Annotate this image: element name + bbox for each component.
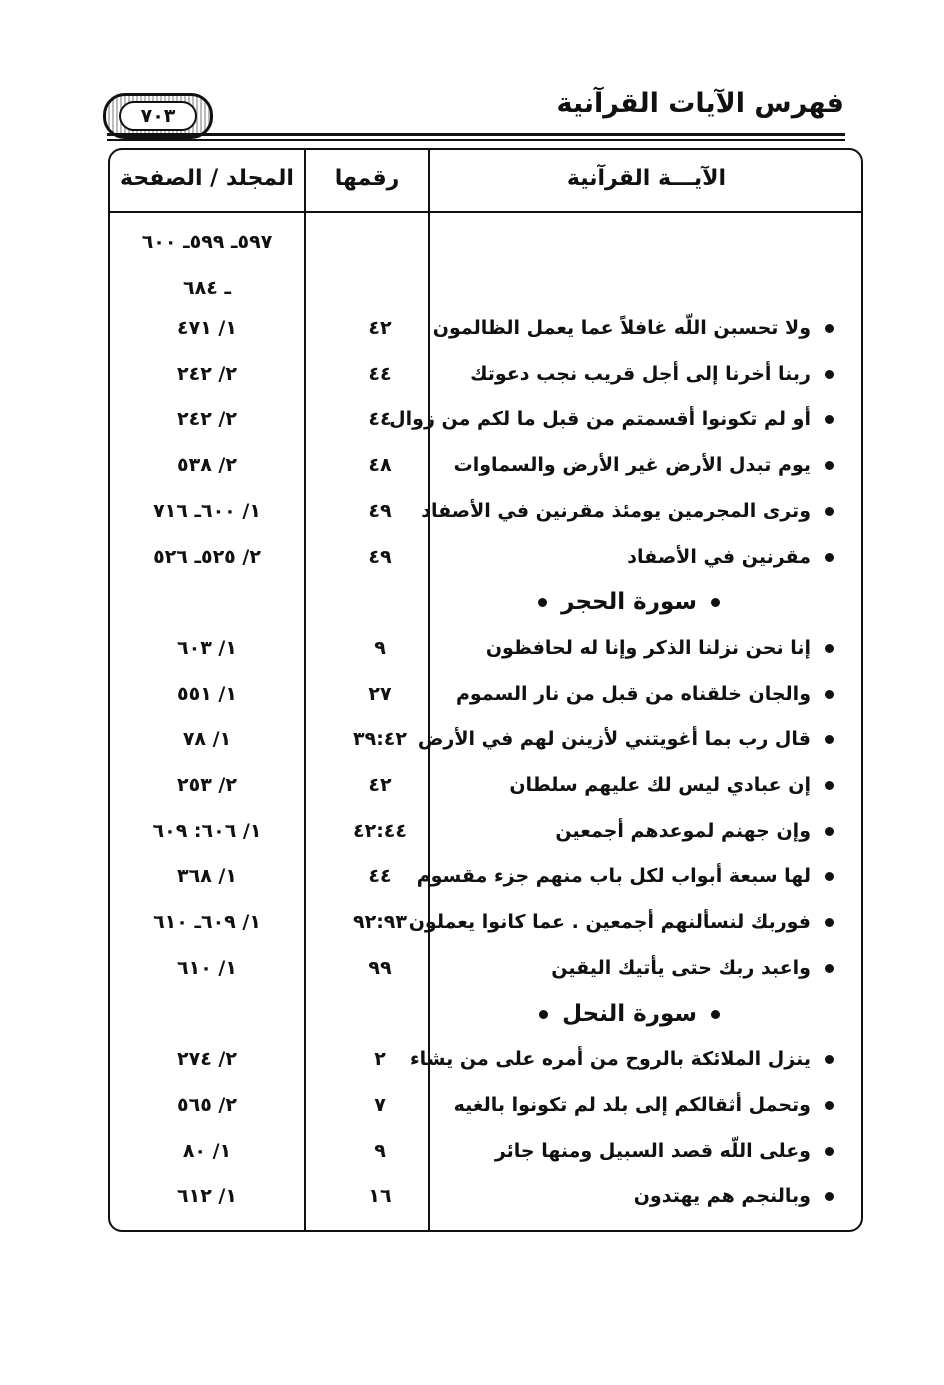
table-row xyxy=(0,1039,944,1079)
volume-page-ref: ١/ ٧٨ xyxy=(182,728,232,750)
verse-cell xyxy=(509,765,834,805)
table-row xyxy=(0,354,944,394)
verse-number: ٢ xyxy=(374,1048,386,1070)
verse-number: ٤٩ xyxy=(368,500,392,522)
volume-page-ref: ١/ ٦٠٦: ٦٠٩ xyxy=(152,820,262,842)
verse-cell xyxy=(627,537,834,577)
verse-text: فوربك لنسألنهم أجمعين . عما كانوا يعملون xyxy=(408,911,811,933)
verse-number: ٧ xyxy=(374,1094,386,1116)
table-row xyxy=(0,491,944,531)
bullet-icon xyxy=(825,553,834,562)
bullet-icon xyxy=(825,1192,834,1201)
column-header-verse: الآيـــة القرآنية xyxy=(566,166,727,191)
verse-number: ٤٢ xyxy=(368,317,392,339)
table-row xyxy=(0,902,944,942)
verse-text: وترى المجرمين يومئذ مقرنين في الأصفاد xyxy=(421,500,811,522)
bullet-icon xyxy=(825,781,834,790)
verse-text: إن عبادي ليس لك عليهم سلطان xyxy=(509,774,811,796)
surah-heading xyxy=(525,994,734,1034)
volume-page-ref: ١/ ٦٠٣ xyxy=(177,637,237,659)
surah-heading xyxy=(524,582,734,622)
table-row xyxy=(0,1131,944,1171)
table-row xyxy=(0,537,944,577)
verse-number: ٩ xyxy=(374,1140,386,1162)
volume-page-ref: ١/ ٥٥١ xyxy=(177,683,237,705)
verse-number: ٤٢ xyxy=(368,774,392,796)
volume-page-ref: ٢/ ٢٥٣ xyxy=(177,774,237,796)
volume-page-ref: ١/ ٤٧١ xyxy=(177,317,237,339)
table-row xyxy=(0,856,944,896)
verse-number: ١٦ xyxy=(368,1185,392,1207)
verse-text: والجان خلقناه من قبل من نار السموم xyxy=(455,683,811,705)
verse-number: ٤٤ xyxy=(368,363,392,385)
table-row xyxy=(0,308,944,348)
volume-page-ref: ١/ ٦١٢ xyxy=(177,1185,237,1207)
bullet-icon xyxy=(538,598,547,607)
verse-text: قال رب بما أغويتني لأزينن لهم في الأرض xyxy=(417,728,811,750)
column-header-volume-page: المجلد / الصفحة xyxy=(120,166,294,191)
verse-cell xyxy=(470,354,834,394)
verse-text: مقرنين في الأصفاد xyxy=(627,546,811,568)
verse-text: ربنا أخرنا إلى أجل قريب نجب دعوتك xyxy=(470,363,811,385)
verse-text: إنا نحن نزلنا الذكر وإنا له لحافظون xyxy=(485,637,811,659)
volume-page-ref: ٢/ ٥٢٥ـ ٥٢٦ xyxy=(153,546,261,568)
bullet-icon xyxy=(825,370,834,379)
bullet-icon xyxy=(825,415,834,424)
continuation-ref: ٥٩٧ـ ٥٩٩ـ ٦٠٠ xyxy=(141,231,273,253)
bullet-icon xyxy=(825,918,834,927)
table-row xyxy=(0,811,944,851)
table-row xyxy=(0,1176,944,1216)
bullet-icon xyxy=(825,461,834,470)
surah-title: سورة النحل xyxy=(562,1001,697,1027)
surah-heading-row xyxy=(0,994,944,1034)
verse-cell xyxy=(417,856,834,896)
verse-cell xyxy=(433,308,834,348)
verse-text: ينزل الملائكة بالروح من أمره على من يشاء xyxy=(409,1048,811,1070)
verse-number: ٩٩ xyxy=(368,957,392,979)
verse-text: يوم تبدل الأرض غير الأرض والسماوات xyxy=(453,454,811,476)
verse-text: وعلى اللّه قصد السبيل ومنها جائر xyxy=(494,1140,811,1162)
verse-number: ٣٩:٤٢ xyxy=(353,728,407,750)
volume-page-ref: ١/ ٦١٠ xyxy=(177,957,237,979)
bullet-icon xyxy=(825,1055,834,1064)
volume-page-ref: ٢/ ٢٤٢ xyxy=(177,363,237,385)
column-header-number: رقمها xyxy=(334,166,400,191)
volume-page-ref: ٢/ ٢٧٤ xyxy=(177,1048,237,1070)
verse-number: ٤٩ xyxy=(368,546,392,568)
bullet-icon xyxy=(825,324,834,333)
verse-text: وتحمل أثقالكم إلى بلد لم تكونوا بالغيه xyxy=(453,1094,811,1116)
bullet-icon xyxy=(539,1010,548,1019)
table-row xyxy=(0,765,944,805)
verse-number: ٩ xyxy=(374,637,386,659)
verse-cell xyxy=(555,811,834,851)
verse-number: ٤٨ xyxy=(368,454,392,476)
table-row xyxy=(0,948,944,988)
verse-cell xyxy=(418,719,834,759)
verse-cell xyxy=(409,902,834,942)
verse-cell xyxy=(410,1039,834,1079)
verse-text: وبالنجم هم يهتدون xyxy=(633,1185,811,1207)
volume-page-ref: ١/ ٨٠ xyxy=(182,1140,232,1162)
verse-text: وإن جهنم لموعدهم أجمعين xyxy=(555,820,811,842)
verse-number: ٢٧ xyxy=(368,683,392,705)
verse-cell xyxy=(495,1131,834,1171)
verse-text: ولا تحسبن اللّه غافلاً عما يعمل الظالمون xyxy=(432,317,811,339)
bullet-icon xyxy=(711,598,720,607)
bullet-icon xyxy=(825,827,834,836)
verse-text: واعبد ربك حتى يأتيك اليقين xyxy=(551,957,811,979)
surah-title: سورة الحجر xyxy=(561,589,697,615)
page-title: فهرس الآيات القرآنية xyxy=(556,88,844,119)
header-row-divider xyxy=(108,211,863,213)
surah-heading-row xyxy=(0,582,944,622)
volume-page-ref: ٢/ ٥٣٨ xyxy=(177,454,237,476)
bullet-icon xyxy=(711,1010,720,1019)
verse-cell xyxy=(454,445,834,485)
verse-cell xyxy=(456,674,834,714)
header-rule-thick xyxy=(107,133,845,136)
verse-cell xyxy=(389,399,834,439)
header-rule-thin xyxy=(107,139,845,141)
bullet-icon xyxy=(825,1147,834,1156)
verse-cell xyxy=(454,1085,834,1125)
bullet-icon xyxy=(825,507,834,516)
bullet-icon xyxy=(825,690,834,699)
table-row xyxy=(0,628,944,668)
volume-page-ref: ١/ ٦٠٩ـ ٦١٠ xyxy=(153,911,261,933)
verse-number: ٤٢:٤٤ xyxy=(353,820,407,842)
verse-cell xyxy=(634,1176,834,1216)
table-row xyxy=(0,719,944,759)
verse-text: لها سبعة أبواب لكل باب منهم جزء مقسوم xyxy=(416,865,811,887)
bullet-icon xyxy=(825,964,834,973)
table-row xyxy=(0,399,944,439)
verse-cell xyxy=(421,491,834,531)
bullet-icon xyxy=(825,644,834,653)
volume-page-ref: ٢/ ٥٦٥ xyxy=(177,1094,237,1116)
table-row xyxy=(0,445,944,485)
verse-text: أو لم تكونوا أقسمتم من قبل ما لكم من زوال xyxy=(389,408,811,430)
verse-cell xyxy=(551,948,834,988)
bullet-icon xyxy=(825,1101,834,1110)
verse-cell xyxy=(486,628,834,668)
bullet-icon xyxy=(825,735,834,744)
verse-number: ٤٤ xyxy=(368,408,392,430)
continuation-ref: ـ ٦٨٤ xyxy=(183,277,231,299)
volume-page-ref: ١/ ٦٠٠ـ ٧١٦ xyxy=(153,500,261,522)
volume-page-ref: ٢/ ٢٤٢ xyxy=(177,408,237,430)
table-row xyxy=(0,1085,944,1125)
page-number: ٧٠٣ xyxy=(119,101,197,131)
verse-number: ٤٤ xyxy=(368,865,392,887)
volume-page-ref: ١/ ٣٦٨ xyxy=(177,865,237,887)
verse-number: ٩٢:٩٣ xyxy=(353,911,407,933)
table-row xyxy=(0,674,944,714)
bullet-icon xyxy=(825,872,834,881)
